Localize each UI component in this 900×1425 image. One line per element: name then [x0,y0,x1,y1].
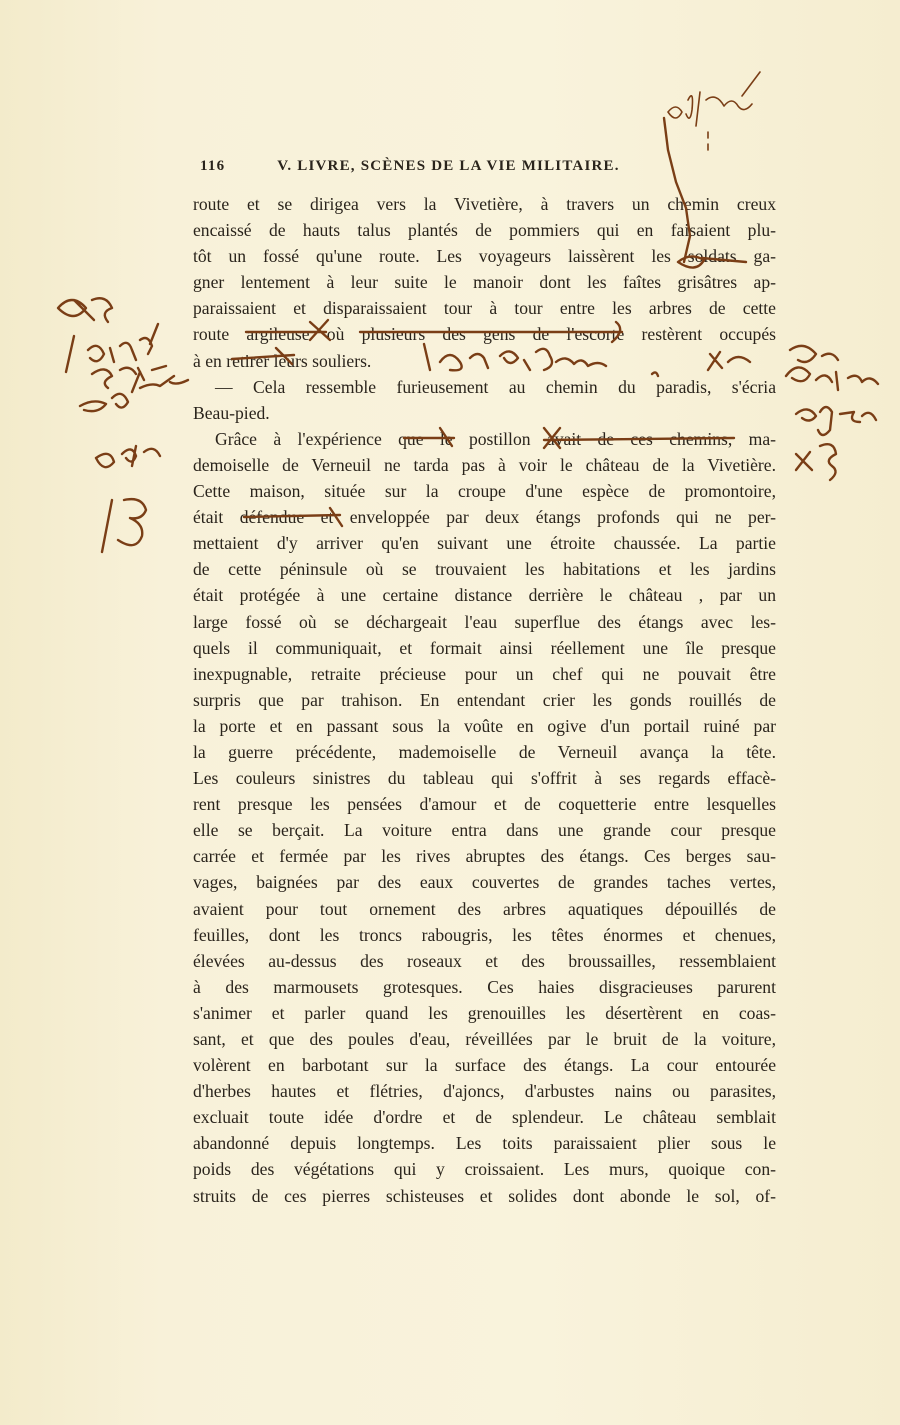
text-line: s'animer et parler quand les grenouilles les désertèrent en coas- [193,1002,776,1023]
text-line: était défendue et enveloppée par deux étangs profonds qui ne per- [193,507,776,528]
text-line: — Cela ressemble furieusement au chemin du paradis, s'écria [215,376,776,397]
text-line: paraissaient et disparaissaient tour à tour entre les arbres de cette [193,298,776,319]
text-line: avaient pour tout ornement des arbres aquatiques dépouillés de [193,898,776,919]
text-line: Grâce à l'expérience que le postillon avait de ces chemins, ma- [215,428,776,449]
text-line: était protégée à une certaine distance derrière le château , par un [193,585,776,606]
text-line: inexpugnable, retraite précieuse pour un chef qui ne pouvait être [193,663,776,684]
left-margin-number-18 [102,499,146,552]
text-line: élevées au-dessus des roseaux et des broussailles, ressemblaient [193,950,776,971]
left-margin-note-2 [66,324,158,372]
text-line: vages, baignées par des eaux couvertes de grandes taches vertes, [193,872,776,893]
text-line: surpris que par trahison. En entendant crier les gonds rouillés de [193,689,776,710]
text-line: de cette péninsule où se trouvaient les habitations et les jardins [193,559,776,580]
text-line: large fossé où se déchargeait l'eau superflue des étangs avec les- [193,611,776,632]
page-number: 116 [200,158,226,174]
text-line: route argileuse où plusieurs des gens de l'escorte restèrent occupés [193,324,776,345]
text-line: à des marmousets grotesques. Ces haies disgracieuses parurent [193,976,776,997]
text-line: la guerre précédente, mademoiselle de Verneuil avança la tête. [193,741,776,762]
left-margin-note-1 [58,298,112,322]
text-line: elle se berçait. La voiture entra dans une grande cour presque [193,820,776,841]
top-right-annotation [668,72,760,150]
printed-text-block [193,191,776,1209]
text-line: struits de ces pierres schisteuses et solides dont abonde le sol, of- [193,1185,776,1206]
right-margin-note-3 [796,444,836,480]
running-header [200,158,700,175]
left-margin-note-3 [92,366,166,388]
right-margin-note-1 [786,367,878,390]
text-line: route et se dirigea vers la Vivetière, à travers un chemin creux [193,194,776,214]
text-line: poids des végétations qui y croissaient. Les murs, quoique con- [193,1159,776,1180]
text-line: encaissé de hauts talus plantés de pommiers qui en faisaient plu- [193,220,776,241]
running-title: V. LIVRE, SCÈNES DE LA VIE MILITAIRE. [277,158,620,174]
text-line: mettaient d'y arriver qu'en suivant une étroite chaussée. La partie [193,533,776,554]
text-line: la porte et en passant sous la voûte en ogive d'un portail ruiné par [193,715,776,736]
right-margin-note-2 [796,407,876,435]
text-line: carrée et fermée par les rives abruptes des étangs. Ces berges sau- [193,846,776,867]
left-margin-note-4 [80,372,188,411]
text-line: excluait toute idée d'ordre et de splendeur. Le château semblait [193,1107,776,1128]
text-line: rent presque les pensées d'amour et de coquetterie entre lesquelles [193,794,776,815]
text-line: Les couleurs sinistres du tableau qui s'offrit à ses regards effacè- [193,768,776,789]
text-line: demoiselle de Verneuil ne tarda pas à voir le château de la Vivetière. [193,454,776,475]
text-line: feuilles, dont les troncs rabougris, les têtes énormes et chenues, [193,924,776,945]
text-line: sant, et que des poules d'eau, réveillées par le bruit de la voiture, [193,1029,776,1049]
text-line: d'herbes hautes et flétries, d'ajoncs, d'arbustes nains ou parasites, [193,1081,776,1102]
text-line: volèrent en barbotant sur la surface des étangs. La cour entourée [193,1055,776,1076]
text-line: Beau-pied. [193,402,270,423]
text-line: gner lentement à leur suite le manoir dont les faîtes grisâtres ap- [193,272,776,293]
text-line: à en retirer leurs souliers. [193,350,372,371]
text-line: Cette maison, située sur la croupe d'une espèce de promontoire, [193,481,776,502]
left-margin-note-5 [96,446,160,467]
text-line: abandonné depuis longtemps. Les toits paraissaient plier sous le [193,1133,776,1154]
text-line: tôt un fossé qu'une route. Les voyageurs laissèrent les soldats ga- [193,246,776,267]
text-line: quels il communiquait, et formait ainsi réellement une île presque [193,637,776,658]
